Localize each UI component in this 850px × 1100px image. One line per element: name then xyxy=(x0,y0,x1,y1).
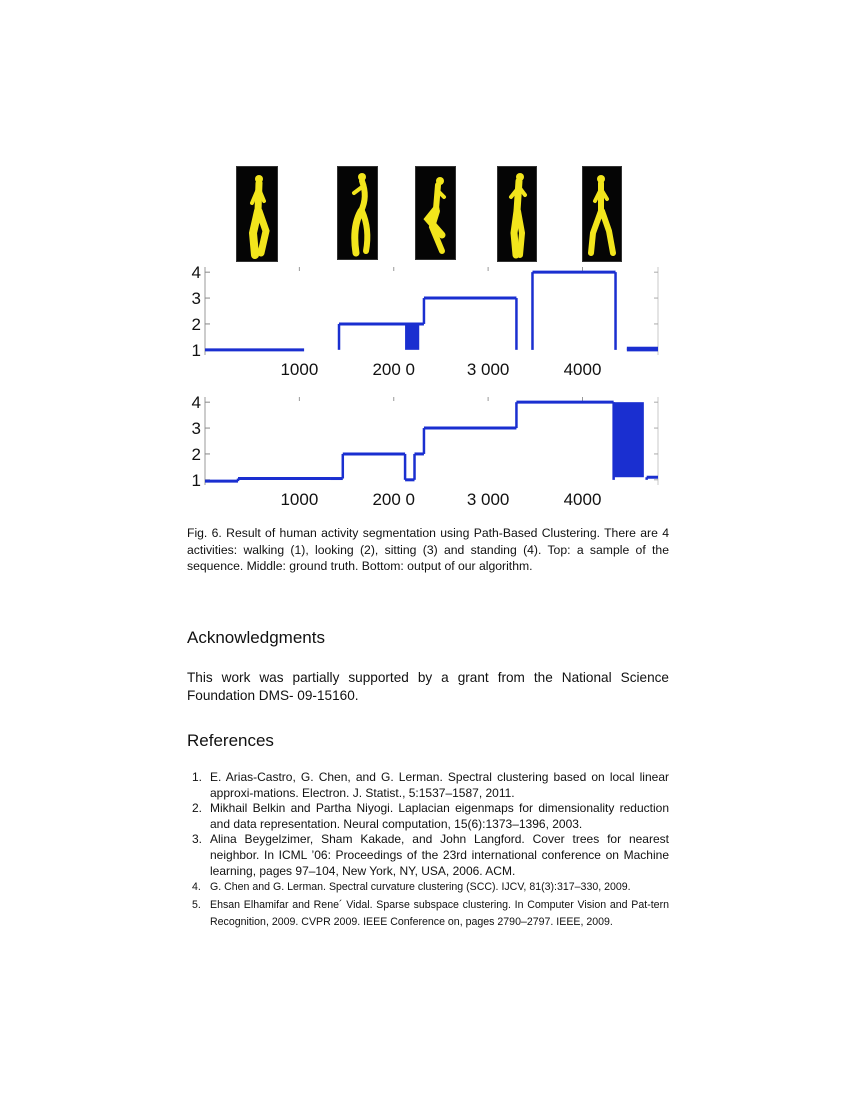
reference-number: 1. xyxy=(192,770,203,784)
series-oscillation xyxy=(614,402,644,477)
ground-truth-plot xyxy=(0,256,850,382)
sequence-sample-strip xyxy=(0,166,850,262)
looking-frame xyxy=(337,166,378,260)
stick-figure-icon xyxy=(338,167,377,259)
y-tick-label: 3 xyxy=(191,419,201,439)
reference-item xyxy=(187,897,669,932)
algorithm-output-plot xyxy=(0,386,850,512)
y-tick-label: 4 xyxy=(191,263,201,283)
reference-text: Mikhail Belkin and Partha Niyogi. Laplacian eigenmaps for dimensionality reduction and data representation. Neural computation, 15(6):1373–1396, 2003. xyxy=(210,801,669,831)
reference-text: G. Chen and G. Lerman. Spectral curvature clustering (SCC). IJCV, 81(3):317–330, 2009. xyxy=(210,881,631,894)
walking-frame xyxy=(236,166,278,262)
figure-caption: Fig. 6. Result of human activity segmentation using Path-Based Clustering. There are 4 activities: walking (1), looking (2), sitting (3) and standing (4). Top: a sample of the sequence. Middle: ground truth. Bottom: output of our algorithm. xyxy=(187,526,669,573)
x-tick-label: 3 000 xyxy=(466,490,510,509)
acknowledgments-body: This work was partially supported by a grant from the National Science Foundation DMS- 09-15160. xyxy=(187,670,669,703)
stick-figure-icon xyxy=(498,167,536,261)
reference-text: Ehsan Elhamifar and Rene´ Vidal. Sparse subspace clustering. In Computer Vision and Pat-tern Recognition, 2009. CVPR 2009. IEEE Conference on, pages 2790–2797. IEEE, 2009. xyxy=(210,898,669,929)
y-tick-label: 4 xyxy=(191,393,201,413)
reference-item xyxy=(187,879,669,897)
x-tick-label: 200 0 xyxy=(372,360,416,379)
standing-frame xyxy=(497,166,537,262)
stick-figure-icon xyxy=(416,167,455,259)
reference-number: 4. xyxy=(192,881,201,894)
reference-number: 5. xyxy=(192,898,201,911)
reference-number: 3. xyxy=(192,832,203,847)
x-tick-label: 4000 xyxy=(563,490,602,509)
stick-figure-icon xyxy=(237,167,277,261)
y-tick-label: 2 xyxy=(191,314,201,334)
reference-number: 2. xyxy=(192,801,203,816)
series-oscillation xyxy=(405,324,419,350)
reference-item xyxy=(187,770,669,801)
references-list xyxy=(187,770,669,932)
stick-figure-icon xyxy=(583,167,621,261)
x-tick-label: 1000 xyxy=(280,360,319,379)
reference-text: Alina Beygelzimer, Sham Kakade, and John Langford. Cover trees for nearest neighbor. In ICML ’06: Proceedings of the 23rd international conference on Machine learning, pages 97–104, New York, NY, USA, 2006. ACM. xyxy=(210,832,669,878)
reference-item xyxy=(187,801,669,832)
references-heading: References xyxy=(187,731,274,750)
series-oscillation xyxy=(627,347,658,350)
acknowledgments-heading: Acknowledgments xyxy=(187,628,325,647)
y-tick-label: 2 xyxy=(191,444,201,464)
sitting-frame xyxy=(415,166,456,260)
x-tick-label: 3 000 xyxy=(466,360,510,379)
reference-item xyxy=(187,832,669,879)
y-tick-label: 3 xyxy=(191,289,201,309)
y-tick-label: 1 xyxy=(191,470,201,490)
walking-frame-2 xyxy=(582,166,622,262)
x-tick-label: 4000 xyxy=(563,360,602,379)
y-tick-label: 1 xyxy=(191,340,201,360)
reference-text: E. Arias-Castro, G. Chen, and G. Lerman. Spectral clustering based on local linear approxi-mations. Electron. J. Statist., 5:1537–1587, 2011. xyxy=(210,770,669,800)
x-tick-label: 200 0 xyxy=(372,490,416,509)
x-tick-label: 1000 xyxy=(280,490,319,509)
